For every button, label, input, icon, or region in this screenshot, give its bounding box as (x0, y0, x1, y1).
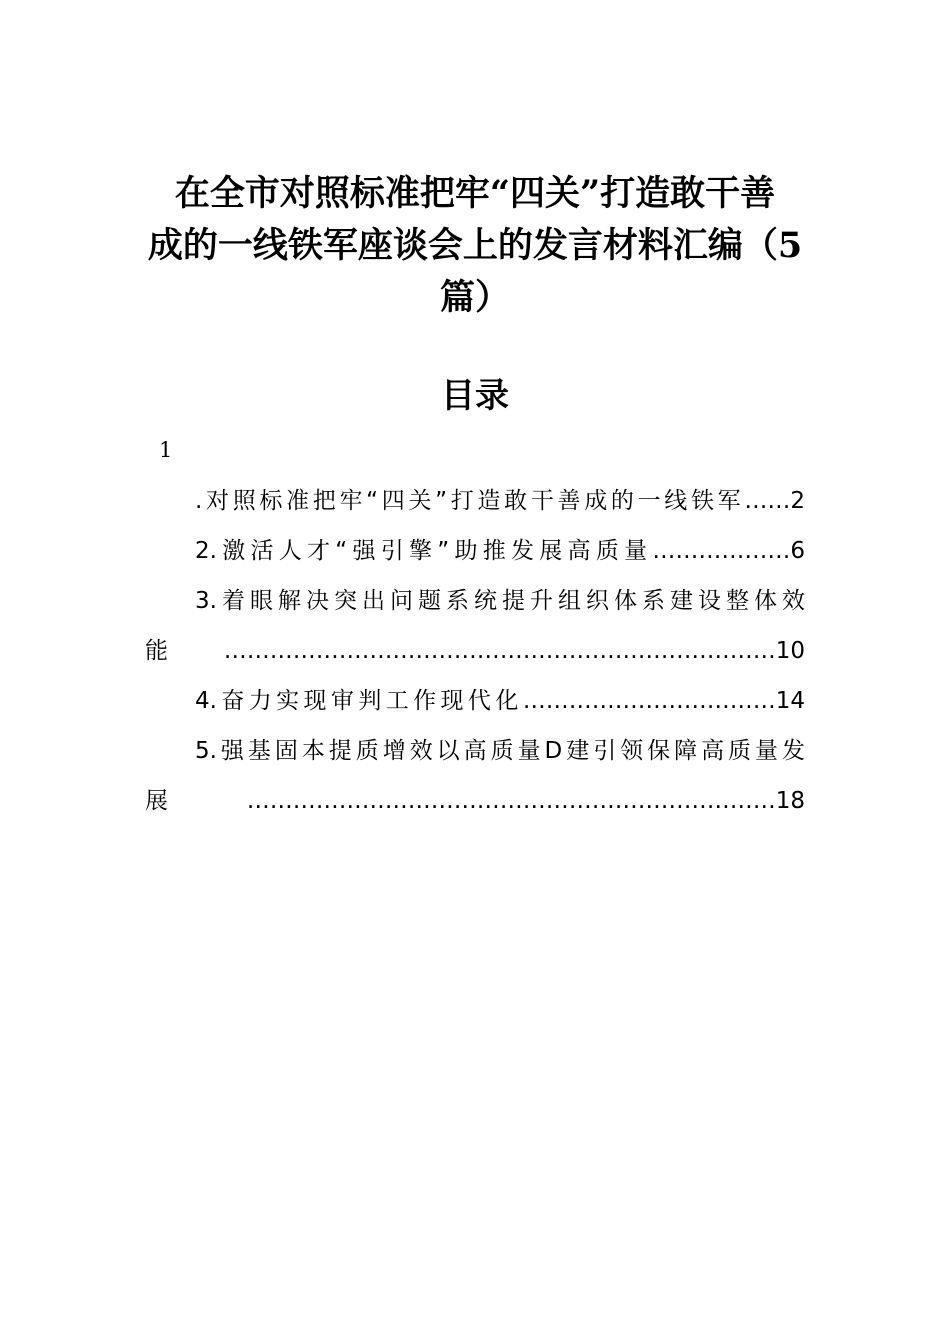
toc-entry-page: 2 (790, 488, 805, 514)
toc-entry-leader: ……………………………………………………………… (223, 638, 776, 664)
title-line-1: 在全市对照标准把牢“四关”打造敢干善 (174, 173, 776, 214)
toc-entry-1[interactable] (145, 476, 805, 526)
stray-number: 1 (159, 438, 173, 462)
toc-entry-leader: …………………………………………………………… (246, 788, 776, 814)
toc-entry-4[interactable] (145, 676, 805, 726)
toc-entry-page: 14 (775, 688, 805, 714)
toc-entry-3[interactable] (145, 576, 805, 676)
toc-entry-page: 10 (775, 638, 805, 664)
toc-entry-page: 6 (790, 538, 805, 564)
title-line-3: 篇） (439, 277, 510, 318)
toc-entry-leader: …… (744, 488, 791, 514)
toc-entry-title: 4.奋力实现审判工作现代化 (195, 688, 523, 714)
toc-entry-title: .对照标准把牢“四关”打造敢干善成的一线铁军 (195, 488, 745, 514)
toc-entry-title: 3.着眼解决突出问题系统提升组织体系建设整体效能 (145, 588, 805, 664)
toc-entry-title: 2.激活人才“强引擎”助推发展高质量 (195, 538, 653, 564)
document-title (130, 168, 820, 324)
title-line-2: 成的一线铁军座谈会上的发言材料汇编（5 (147, 225, 803, 266)
toc-entry-2[interactable] (145, 526, 805, 576)
toc-heading: 目录 (441, 376, 509, 416)
table-of-contents (145, 476, 805, 826)
toc-entry-title: 5.强基固本提质增效以高质量D建引领保障高质量发展 (145, 738, 805, 814)
toc-entry-leader: …………………………… (522, 688, 776, 714)
toc-entry-page: 18 (775, 788, 805, 814)
toc-entry-leader: ……………… (652, 538, 791, 564)
toc-entry-5[interactable] (145, 726, 805, 826)
